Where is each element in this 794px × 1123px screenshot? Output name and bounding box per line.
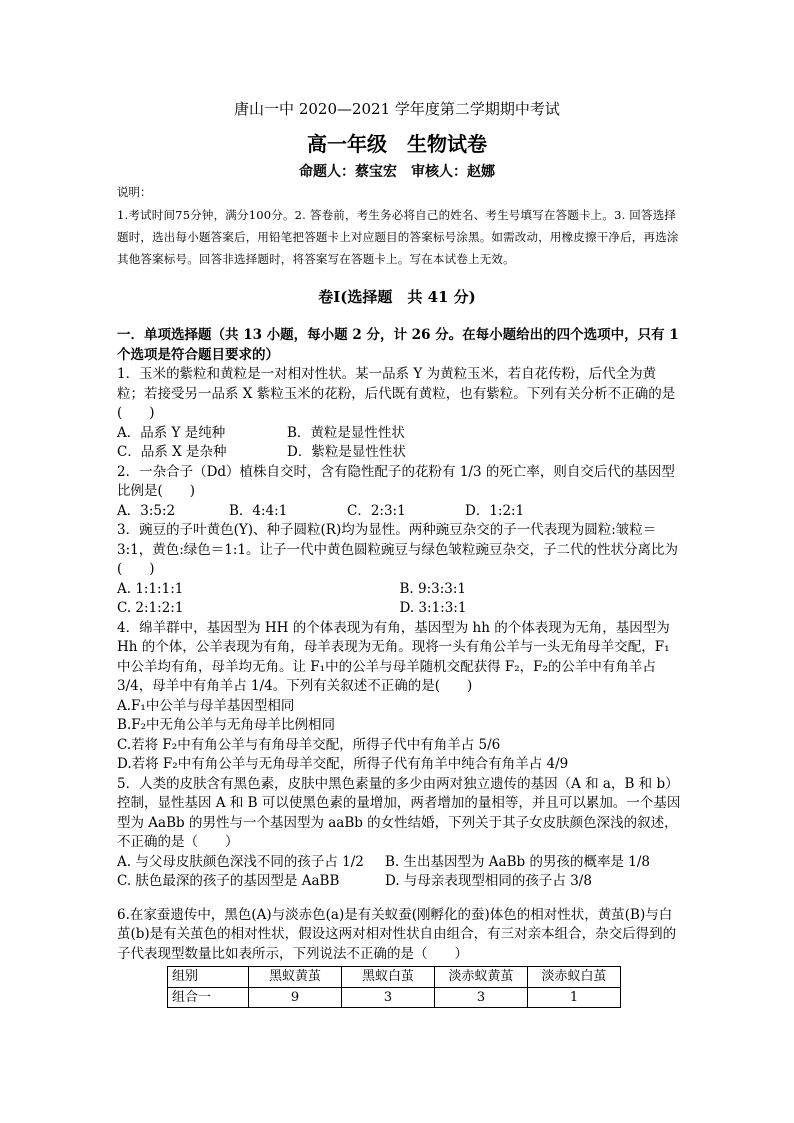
q1-option-b: B．黄粒是显性性状 (287, 424, 405, 441)
q4-option-a: A.F₁中公羊与母羊基因型相同 (117, 697, 295, 714)
q6-stem: 6.在家蚕遗传中，黑色(A)与淡赤色(a)是有关蚁蚕(刚孵化的蚕)体色的相对性状，黄茧(B)与白茧(b)是有关茧色的相对性状，假设这两对相对性状自由组合，有三对亲本组合，杂交后得到的子代表现型数量比如表所示，下列说法不正确的是（ ） (117, 906, 677, 962)
q5-option-a: A. 与父母皮肤颜色深浅不同的孩子占 1/2 (117, 853, 364, 870)
question-body (117, 326, 682, 1008)
table-header-cell: 淡赤蚁白茧 (528, 967, 621, 988)
table-cell: 3 (435, 987, 528, 1008)
table-header-cell: 淡赤蚁黄茧 (435, 967, 528, 988)
exam-authors: 命题人：蔡宝宏 审核人：赵娜 (299, 164, 495, 180)
q1-option-c: C．品系 X 是杂种 (117, 444, 227, 460)
q1-options-row2 (117, 443, 682, 463)
q5-option-d: D. 与母亲表现型相同的孩子占 3/8 (385, 873, 592, 889)
exam-school-line: 唐山一中 2020—2021 学年度第二学期期中考试 (234, 100, 560, 118)
q3-option-c: C. 2:1:2:1 (117, 600, 184, 616)
q3-stem: 3．豌豆的子叶黄色(Y)、种子圆粒(R)均为显性。两种豌豆杂交的子一代表现为圆粒:皱粒＝3:1，黄色:绿色＝1:1。让子一代中黄色圆粒豌豆与绿色皱粒豌豆杂交，子二代的性状分离比为( ) (117, 522, 679, 577)
q2-option-c: C．2:3:1 (347, 502, 406, 519)
table-header-row (168, 967, 621, 988)
spacer (117, 892, 682, 906)
q3-options-row2 (117, 599, 682, 619)
instructions-text: 1.考试时间75分钟，满分100分。2. 答卷前，考生务必将自己的姓名、考生号填写在答题卡上。3. 回答选择题时，选出每小题答案后，用铅笔把答题卡上对应题目的答案标号涂黑。如需改动，用橡皮擦干净后，再选涂其他答案标号。回答非选择题时，将答案写在答题卡上。写在本试卷上无效。 (117, 208, 679, 266)
table-cell: 1 (528, 987, 621, 1008)
table-row (168, 987, 621, 1008)
q5-options-row1 (117, 853, 682, 873)
q5-option-c: C. 肤色最深的孩子的基因型是 AaBB (117, 873, 340, 889)
q2-option-b: B．4:4:1 (229, 502, 288, 519)
q3-option-b: B. 9:3:3:1 (399, 580, 467, 597)
table-header-cell: 黑蚁黄茧 (249, 967, 342, 988)
q5-options-row2 (117, 872, 682, 892)
part-intro: 一．单项选择题（共 13 小题，每小题 2 分，计 26 分。在每小题给出的四个选项中，只有 1 个选项是符合题目要求的） (117, 327, 679, 363)
q2-stem: 2．一杂合子（Dd）植株自交时，含有隐性配子的花粉有 1/3 的死亡率，则自交后代的基因型比例是( ) (117, 463, 675, 499)
q6-results-table (167, 966, 621, 1008)
q3-option-a: A. 1:1:1:1 (117, 580, 184, 597)
instructions-label: 说明： (117, 185, 152, 199)
q2-option-d: D．1:2:1 (465, 502, 525, 519)
q1-stem: 1．玉米的紫粒和黄粒是一对相对性状。某一品系 Y 为黄粒玉米，若自花传粉，后代全为黄粒；若接受另一品系 X 紫粒玉米的花粉，后代既有黄粒，也有紫粒。下列有关分析不正确的是( ) (117, 366, 676, 421)
q3-options-row1 (117, 580, 682, 600)
q4-option-c: C.若将 F₂中有角公羊与有角母羊交配，所得子代中有角羊占 5/6 (117, 736, 501, 753)
q5-option-b: B. 生出基因型为 AaBb 的男孩的概率是 1/8 (385, 853, 650, 870)
q1-option-a: A．品系 Y 是纯种 (117, 424, 226, 441)
q5-stem: 5．人类的皮肤含有黑色素，皮肤中黑色素量的多少由两对独立遗传的基因（A 和 a，B 和 b）控制，显性基因 A 和 B 可以使黑色素的量增加，两者增加的量相等，并且可以累加。一个基因型为 AaBb 的男性与一个基因型为 aaBb 的女性结婚，下列关于其子女皮肤颜色深浅的叙述，不正确的是（ ） (117, 775, 681, 850)
q1-option-d: D．紫粒是显性性状 (287, 444, 406, 460)
table-cell: 3 (342, 987, 435, 1008)
q2-options (117, 502, 682, 522)
table-cell: 9 (249, 987, 342, 1008)
q2-option-a: A．3:5:2 (117, 502, 176, 519)
section-title: 卷Ⅰ(选择题 共 41 分) (318, 288, 476, 306)
table-header-cell: 黑蚁白茧 (342, 967, 435, 988)
exam-subject-title: 高一年级 生物试卷 (307, 132, 487, 156)
q1-options-row1 (117, 424, 682, 444)
q4-stem: 4．绵羊群中，基因型为 HH 的个体表现为有角，基因型为 hh 的个体表现为无角，基因型为 Hh 的个体，公羊表现为有角，母羊表现为无角。现将一头有角公羊与一头无角母羊交配，F₁中公羊均有角，母羊均无角。让 F₁中的公羊与母羊随机交配获得 F₂，F₂的公羊中有角羊占 3/4，母羊中有角羊占 1/4。下列有关叙述不正确的是( ) (117, 619, 670, 694)
q4-option-d: D.若将 F₂中有角公羊与无角母羊交配，所得子代有角羊中纯合有角羊占 4/9 (117, 756, 569, 772)
q4-option-b: B.F₂中无角公羊与无角母羊比例相同 (117, 717, 335, 733)
q3-option-d: D. 3:1:3:1 (399, 600, 467, 616)
table-cell: 组合一 (168, 987, 249, 1008)
table-header-cell: 组别 (168, 967, 249, 988)
